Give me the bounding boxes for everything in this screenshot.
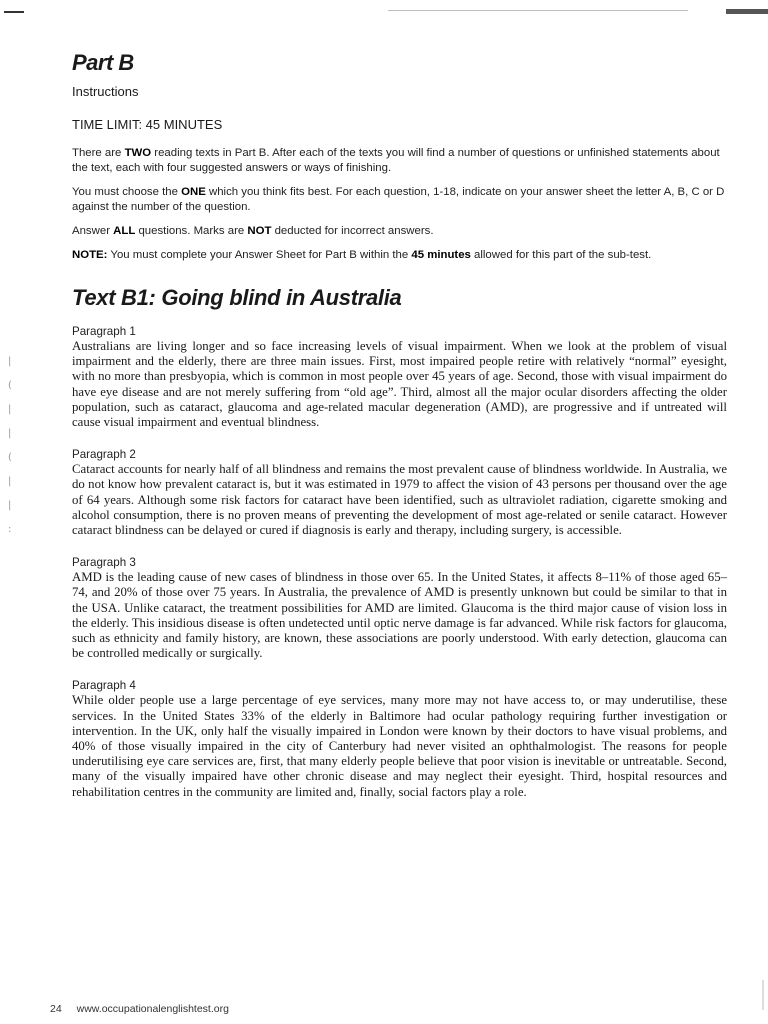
footer-url: www.occupationalenglishtest.org bbox=[76, 1003, 229, 1015]
page-number: 24 bbox=[50, 1003, 62, 1015]
paragraph-heading: Paragraph 1 bbox=[72, 325, 136, 338]
part-title: Part B bbox=[72, 50, 134, 75]
time-limit: TIME LIMIT: 45 MINUTES bbox=[72, 117, 223, 132]
paragraph-body: Cataract accounts for nearly half of all blindness and remains the most prevalent cause of blindness worldwide. In Australia, we do not know how prevalent cataract is, but it was estimated in 1979 to affect the vision of 43 persons per thousand over the age of 64 years. Although some risk factors for cataract have been identified, such as ultraviolet radiation, cigarette smoking and alcohol consumption, there is no proven means of preventing the development of most age-related or senile cataract. However cataract blindness can be delayed or cured if diagnosis is early and therapy, including surgery, is accessible. bbox=[72, 462, 727, 538]
main-content bbox=[72, 50, 727, 800]
instruction-paragraph: You must choose the ONE which you think fits best. For each question, 1-18, indicate on your answer sheet the letter A, B, C or D against the number of the question. bbox=[72, 186, 725, 213]
paragraph-body: While older people use a large percentage of eye services, many more may not have access to, or may underutilise, these services. In the United States 33% of the elderly in Baltimore had ocular pathology requiring further investigation or intervention. In the UK, only half the visually impaired in London were known by their doctors to have visual problems, and 40% of those visually impaired in the city of Canterbury had never visited an ophthalmologist. The reasons for people underutilising eye care services are, first, that many elderly people believe that poor vision is inevitable or untreatable. Second, many of the visually impaired have other chronic disease and may neglect their eyesight. Third, hospital resources and rehabilitation centres in the community are limited and, finally, social factors play a role. bbox=[72, 693, 727, 799]
paragraph-body: Australians are living longer and so face increasing levels of visual impairment. When we look at the problem of visual impairment and the elderly, there are three main issues. First, most impaired people retire with relatively “normal” eyesight, with no more than presbyopia, which is common in most people over 45 years of age. Second, those with visual impairment do have eye disease and are not merely suffering from “old age”. Third, almost all the major ocular disorders affecting the older population, such as cataract, glaucoma and age-related macular degeneration (AMD), are progressive and if untreated will cause visual impairment and eventual blindness. bbox=[72, 339, 727, 430]
instruction-note: NOTE: You must complete your Answer Sheet for Part B within the 45 minutes allowed for this part of the sub-test. bbox=[72, 249, 652, 261]
instruction-paragraph: Answer ALL questions. Marks are NOT deducted for incorrect answers. bbox=[72, 225, 434, 237]
paragraph-heading: Paragraph 4 bbox=[72, 679, 136, 693]
margin-scan-marks: | ( | | ( | | : bbox=[8, 356, 12, 535]
text-title: Text B1: Going blind in Australia bbox=[72, 285, 402, 310]
page-footer bbox=[50, 1003, 229, 1015]
scan-edge-line bbox=[388, 10, 688, 11]
scan-edge-mark bbox=[762, 980, 764, 1010]
paragraph-body: AMD is the leading cause of new cases of blindness in those over 65. In the United States, it affects 8–11% of those aged 65–74, and 20% of those over 75 years. In Australia, the prevalence of AMD is presently unknown but could be similar to that in the USA. Unlike cataract, the treatment possibilities for AMD are limited. Glaucoma is the third major cause of vision loss in the elderly. This insidious disease is often undetected until optic nerve damage is far advanced. While risk factors for glaucoma, such as ethnicity and family history, are known, these associations are poorly understood. With early detection, glaucoma can be controlled medically or surgically. bbox=[72, 570, 727, 661]
scan-edge-mark bbox=[4, 11, 24, 13]
paragraph-heading: Paragraph 3 bbox=[72, 556, 136, 570]
instructions-label: Instructions bbox=[72, 84, 139, 99]
paragraph-heading: Paragraph 2 bbox=[72, 448, 136, 462]
scan-edge-bar bbox=[726, 9, 768, 14]
instruction-paragraph: There are TWO reading texts in Part B. After each of the texts you will find a number of questions or unfinished statements about the text, each with four suggested answers or ways of finishing. bbox=[72, 147, 720, 174]
